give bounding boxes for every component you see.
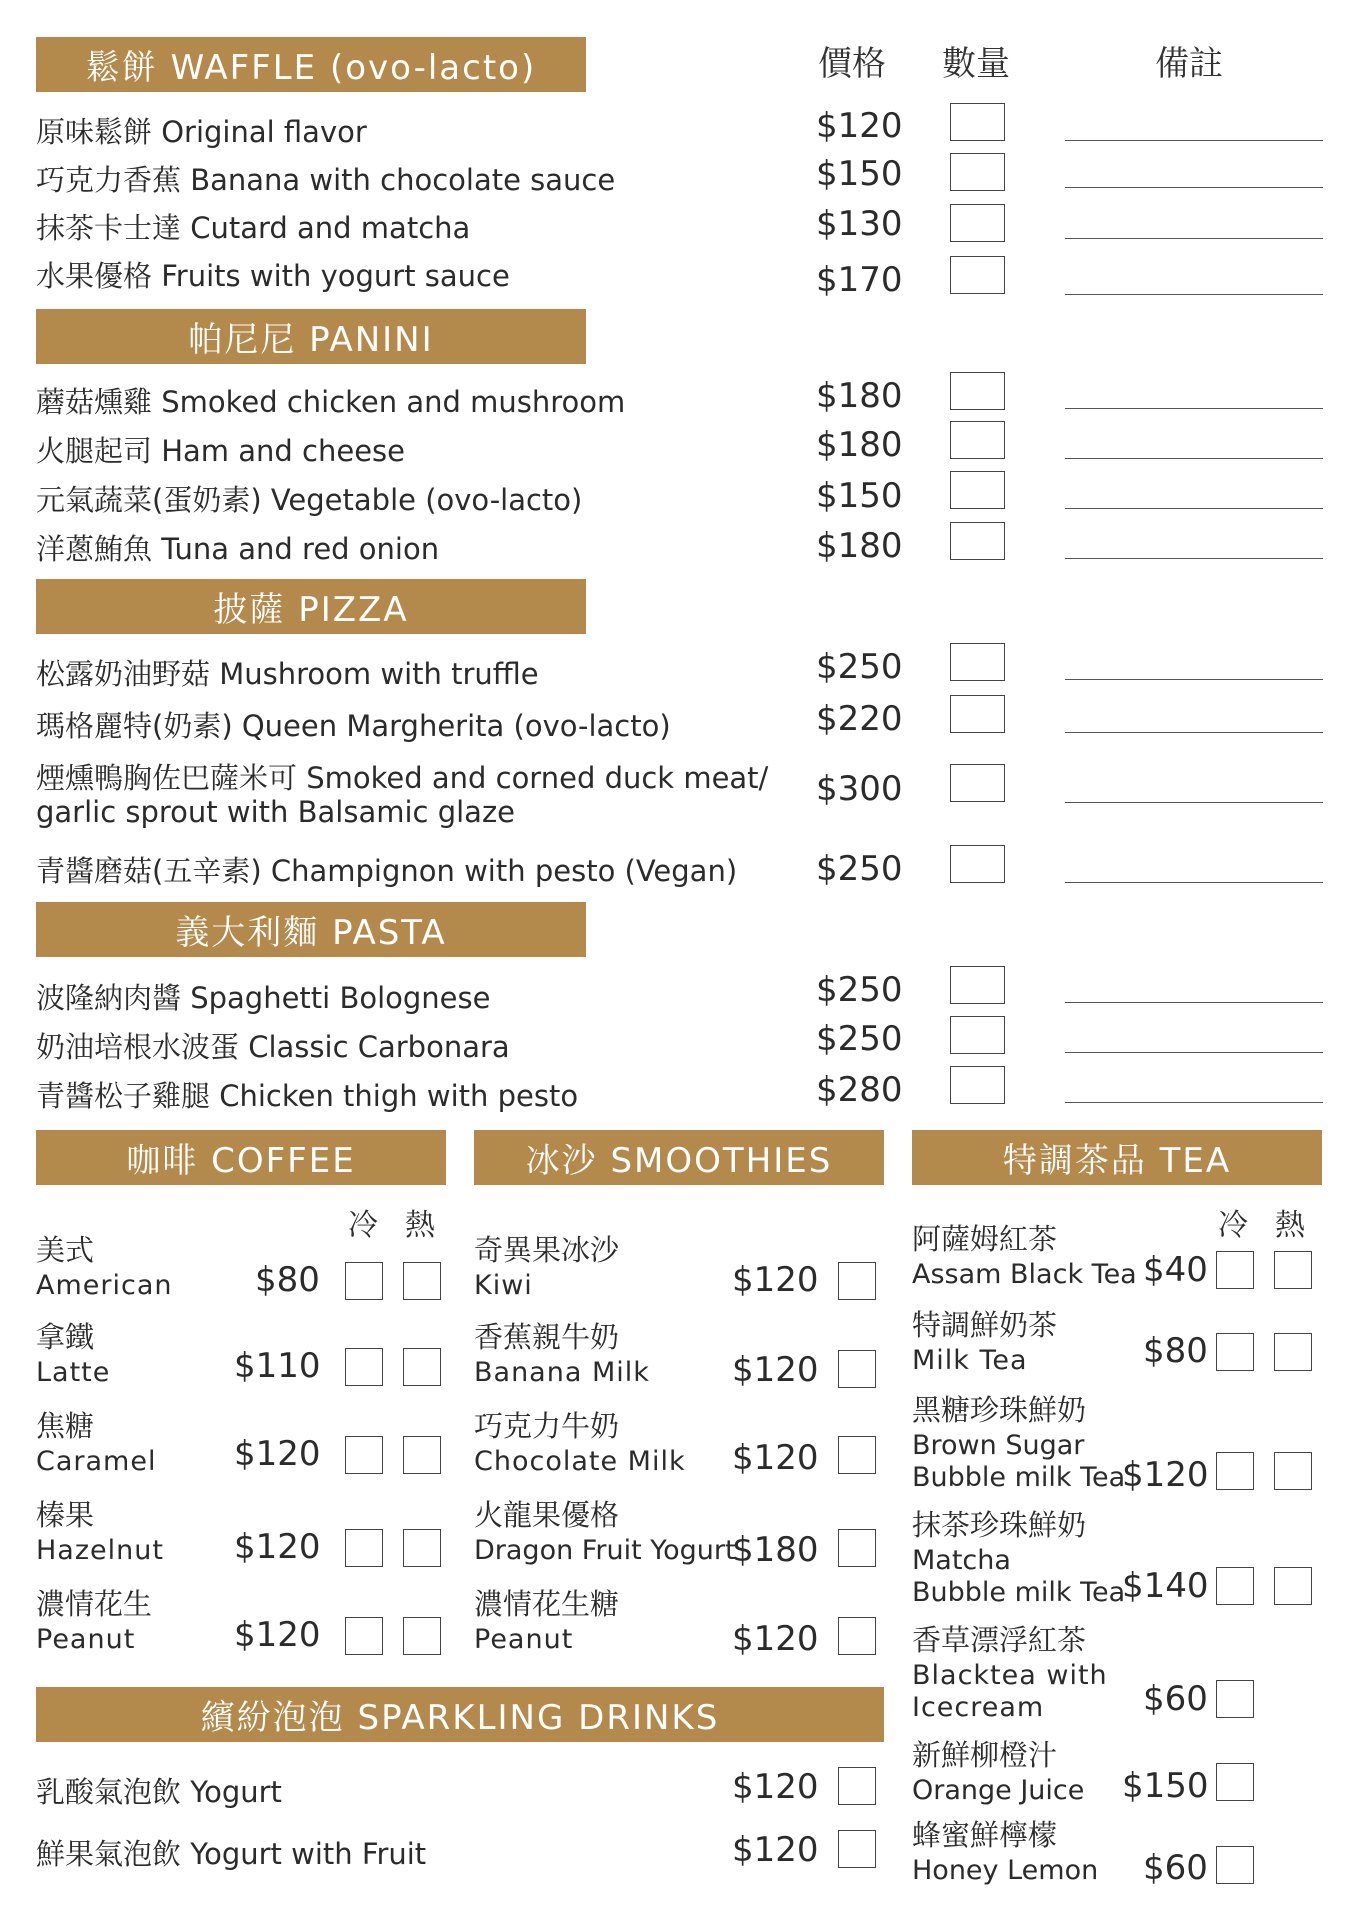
hot-checkbox[interactable] [1274, 1567, 1312, 1605]
smoothie-checkbox[interactable] [838, 1529, 876, 1567]
coffee-name-zh: 榛果 [36, 1498, 95, 1532]
note-field[interactable] [1065, 294, 1323, 295]
hot-checkbox[interactable] [403, 1436, 441, 1474]
smoothie-name-zh: 巧克力牛奶 [474, 1409, 620, 1443]
sparkling-checkbox[interactable] [838, 1767, 876, 1805]
smoothie-checkbox[interactable] [838, 1350, 876, 1388]
menu-item-price: $180 [816, 425, 903, 465]
menu-item-price: $130 [816, 204, 903, 244]
cold-checkbox[interactable] [345, 1529, 383, 1567]
tea-name-en: Milk Tea [912, 1345, 1028, 1376]
tea-name-zh: 蜂蜜鮮檸檬 [912, 1818, 1058, 1852]
menu-item-name: 瑪格麗特(奶素) Queen Margherita (ovo-lacto) [36, 709, 671, 743]
cold-checkbox[interactable] [345, 1262, 383, 1300]
tea-name-en: Matcha [912, 1545, 1011, 1576]
tea-name-en: Blacktea with [912, 1660, 1108, 1691]
smoothie-name-en: Peanut [474, 1624, 574, 1655]
cold-checkbox[interactable] [1216, 1567, 1254, 1605]
tea-name-zh: 黑糖珍珠鮮奶 [912, 1393, 1087, 1427]
quantity-checkbox[interactable] [950, 845, 1005, 883]
smoothie-name-zh: 濃情花生糖 [474, 1587, 620, 1621]
smoothie-name-zh: 奇異果冰沙 [474, 1233, 620, 1267]
tea-price: $80 [1143, 1331, 1208, 1371]
menu-item-name: 巧克力香蕉 Banana with chocolate sauce [36, 163, 616, 197]
menu-item-price: $250 [816, 970, 903, 1010]
pizza-section-header: 披薩 PIZZA [36, 579, 586, 634]
tea-price: $150 [1122, 1766, 1209, 1806]
hot-checkbox[interactable] [1274, 1251, 1312, 1289]
sparkling-checkbox[interactable] [838, 1830, 876, 1868]
cold-checkbox[interactable] [1216, 1452, 1254, 1490]
quantity-checkbox[interactable] [950, 372, 1005, 410]
quantity-checkbox[interactable] [950, 695, 1005, 733]
coffee-section-header: 咖啡 COFFEE [36, 1130, 446, 1185]
note-field[interactable] [1065, 679, 1323, 680]
quantity-checkbox[interactable] [950, 966, 1005, 1004]
quantity-checkbox[interactable] [950, 204, 1005, 242]
hot-label: 熱 [405, 1208, 435, 1243]
tea-name-en: Honey Lemon [912, 1855, 1099, 1886]
coffee-name-zh: 焦糖 [36, 1409, 95, 1443]
smoothie-price: $180 [732, 1530, 819, 1570]
hot-label: 熱 [1275, 1208, 1305, 1243]
smoothie-checkbox[interactable] [838, 1617, 876, 1655]
coffee-name-en: American [36, 1270, 173, 1301]
tea-name-zh: 阿薩姆紅茶 [912, 1222, 1058, 1256]
menu-item-price: $150 [816, 154, 903, 194]
smoothie-name-zh: 火龍果優格 [474, 1498, 620, 1532]
tea-price: $40 [1143, 1250, 1208, 1290]
note-field[interactable] [1065, 558, 1323, 559]
hot-checkbox[interactable] [403, 1529, 441, 1567]
tea-name-en-line2: Bubble milk Tea [912, 1577, 1126, 1608]
smoothie-price: $120 [732, 1260, 819, 1300]
coffee-name-zh: 美式 [36, 1233, 95, 1267]
tea-price: $60 [1143, 1679, 1208, 1719]
menu-item-name: 波隆納肉醬 Spaghetti Bolognese [36, 981, 491, 1015]
coffee-name-en: Hazelnut [36, 1535, 164, 1566]
smoothie-price: $120 [732, 1438, 819, 1478]
hot-checkbox[interactable] [1274, 1333, 1312, 1371]
menu-item-name: 水果優格 Fruits with yogurt sauce [36, 259, 510, 293]
smoothie-name-en: Dragon Fruit Yogurt [474, 1535, 736, 1566]
menu-item-price: $150 [816, 476, 903, 516]
cold-checkbox[interactable] [1216, 1251, 1254, 1289]
sparkling-price: $120 [732, 1767, 819, 1807]
cold-checkbox[interactable] [1216, 1333, 1254, 1371]
coffee-name-zh: 拿鐵 [36, 1320, 95, 1354]
cold-label: 冷 [1218, 1208, 1248, 1243]
quantity-checkbox[interactable] [950, 764, 1005, 802]
quantity-checkbox[interactable] [950, 1016, 1005, 1054]
menu-item-price: $300 [816, 769, 903, 809]
smoothie-name-zh: 香蕉親牛奶 [474, 1320, 620, 1354]
smoothie-price: $120 [732, 1619, 819, 1659]
menu-item-name: 抹茶卡士達 Cutard and matcha [36, 211, 471, 245]
menu-item-price: $220 [816, 699, 903, 739]
sparkling-item-name: 乳酸氣泡飲 Yogurt [36, 1775, 282, 1809]
quantity-checkbox[interactable] [950, 153, 1005, 191]
quantity-checkbox[interactable] [950, 643, 1005, 681]
smoothie-name-en: Banana Milk [474, 1357, 650, 1388]
menu-item-price: $280 [816, 1070, 903, 1110]
menu-item-price: $170 [816, 260, 903, 300]
note-field[interactable] [1065, 408, 1323, 409]
sparkling-section-header: 繽紛泡泡 SPARKLING DRINKS [36, 1687, 884, 1742]
quantity-checkbox[interactable] [950, 1066, 1005, 1104]
panini-section-header: 帕尼尼 PANINI [36, 309, 586, 364]
quantity-checkbox[interactable] [950, 103, 1005, 141]
note-field[interactable] [1065, 1052, 1323, 1053]
menu-item-name: 松露奶油野菇 Mushroom with truffle [36, 657, 539, 691]
note-field[interactable] [1065, 1002, 1323, 1003]
coffee-price: $120 [234, 1615, 321, 1655]
tea-checkbox[interactable] [1216, 1846, 1254, 1884]
tea-name-zh: 香草漂浮紅茶 [912, 1623, 1087, 1657]
tea-price: $120 [1122, 1455, 1209, 1495]
menu-item-price: $180 [816, 526, 903, 566]
tea-name-en: Orange Juice [912, 1775, 1085, 1806]
coffee-name-en: Caramel [36, 1446, 157, 1477]
menu-item-price: $120 [816, 106, 903, 146]
note-field[interactable] [1065, 882, 1323, 883]
cold-checkbox[interactable] [345, 1436, 383, 1474]
tea-name-en: Brown Sugar [912, 1430, 1085, 1461]
note-field[interactable] [1065, 732, 1323, 733]
tea-price: $60 [1143, 1848, 1208, 1888]
menu-item-price: $250 [816, 849, 903, 889]
note-field[interactable] [1065, 140, 1323, 141]
coffee-name-zh: 濃情花生 [36, 1587, 153, 1621]
note-field[interactable] [1065, 508, 1323, 509]
quantity-column-header: 數量 [942, 44, 1010, 84]
quantity-checkbox[interactable] [950, 256, 1005, 294]
note-column-header: 備註 [1155, 44, 1223, 84]
tea-name-en: Assam Black Tea [912, 1259, 1137, 1290]
menu-item-name: 洋蔥鮪魚 Tuna and red onion [36, 532, 440, 566]
coffee-price: $110 [234, 1346, 321, 1386]
coffee-price: $120 [234, 1527, 321, 1567]
quantity-checkbox[interactable] [950, 471, 1005, 509]
tea-checkbox[interactable] [1216, 1680, 1254, 1718]
coffee-price: $120 [234, 1434, 321, 1474]
smoothie-price: $120 [732, 1350, 819, 1390]
menu-item-price: $250 [816, 1019, 903, 1059]
cold-checkbox[interactable] [345, 1617, 383, 1655]
cold-label: 冷 [348, 1208, 378, 1243]
hot-checkbox[interactable] [403, 1348, 441, 1386]
pasta-section-header: 義大利麵 PASTA [36, 902, 586, 957]
menu-item-name: 青醬磨菇(五辛素) Champignon with pesto (Vegan) [36, 854, 738, 888]
tea-name-zh: 新鮮柳橙汁 [912, 1738, 1058, 1772]
menu-item-name: 原味鬆餅 Original flavor [36, 115, 367, 149]
menu-item-name: 青醬松子雞腿 Chicken thigh with pesto [36, 1079, 579, 1113]
waffle-section-header: 鬆餅 WAFFLE (ovo-lacto) [36, 37, 586, 92]
tea-price: $140 [1122, 1566, 1209, 1606]
price-column-header: 價格 [818, 44, 886, 84]
note-field[interactable] [1065, 1102, 1323, 1103]
note-field[interactable] [1065, 238, 1323, 239]
tea-name-zh: 抹茶珍珠鮮奶 [912, 1508, 1087, 1542]
tea-name-en-line2: Bubble milk Tea [912, 1462, 1126, 1493]
menu-item-price: $180 [816, 376, 903, 416]
quantity-checkbox[interactable] [950, 421, 1005, 459]
smoothie-checkbox[interactable] [838, 1262, 876, 1300]
hot-checkbox[interactable] [403, 1617, 441, 1655]
note-field[interactable] [1065, 802, 1323, 803]
tea-checkbox[interactable] [1216, 1763, 1254, 1801]
coffee-price: $80 [255, 1260, 320, 1300]
menu-item-name: 蘑菇燻雞 Smoked chicken and mushroom [36, 385, 626, 419]
hot-checkbox[interactable] [1274, 1452, 1312, 1490]
menu-item-name: 奶油培根水波蛋 Classic Carbonara [36, 1030, 510, 1064]
smoothie-name-en: Kiwi [474, 1270, 533, 1301]
sparkling-price: $120 [732, 1830, 819, 1870]
hot-checkbox[interactable] [403, 1262, 441, 1300]
menu-item-name: 火腿起司 Ham and cheese [36, 434, 405, 468]
smoothie-name-en: Chocolate Milk [474, 1446, 686, 1477]
cold-checkbox[interactable] [345, 1348, 383, 1386]
coffee-name-en: Peanut [36, 1624, 136, 1655]
quantity-checkbox[interactable] [950, 522, 1005, 560]
coffee-name-en: Latte [36, 1357, 111, 1388]
menu-item-price: $250 [816, 647, 903, 687]
smoothie-checkbox[interactable] [838, 1436, 876, 1474]
tea-name-en-line2: Icecream [912, 1692, 1045, 1723]
note-field[interactable] [1065, 187, 1323, 188]
smoothies-section-header: 冰沙 SMOOTHIES [474, 1130, 884, 1185]
tea-name-zh: 特調鮮奶茶 [912, 1308, 1058, 1342]
menu-item-name: 煙燻鴨胸佐巴薩米可 Smoked and corned duck meat/ garlic sprout with Balsamic glaze [36, 761, 769, 829]
menu-item-name: 元氣蔬菜(蛋奶素) Vegetable (ovo-lacto) [36, 483, 583, 517]
note-field[interactable] [1065, 458, 1323, 459]
tea-section-header: 特調茶品 TEA [912, 1130, 1322, 1185]
sparkling-item-name: 鮮果氣泡飲 Yogurt with Fruit [36, 1837, 427, 1871]
